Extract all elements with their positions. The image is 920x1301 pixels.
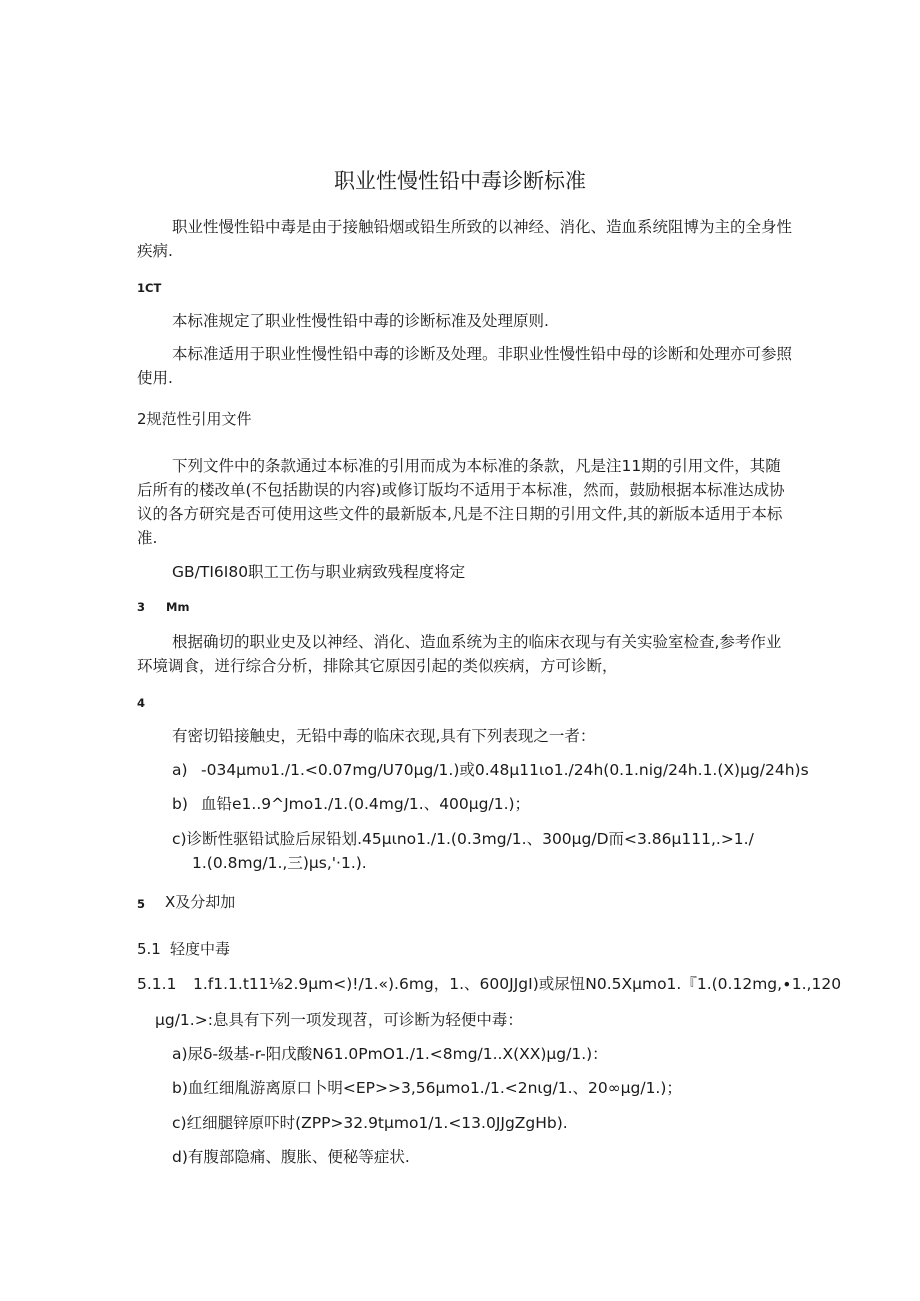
section-4-item-b-text: 血铅e1..9^Jmo1./1.(0.4mg/1.、400μg/1.)； — [201, 795, 531, 813]
section-5-1-number: 5.1 — [137, 940, 161, 958]
section-2-line-1: 下列文件中的条款通过本标准的引用而成为本标准的条款，凡是注11期的引用文件，其随 — [172, 457, 781, 475]
section-5-1-1-line-2: μg∕1.>:息具有下列一项发现苕，可诊断为轻便中毒： — [155, 1011, 523, 1029]
section-1-heading: 1CT — [137, 281, 162, 295]
section-5-item-b: b)血红细胤游离原口卜明<EP>>3,56μmo1./1.<2nιg∕1.、20∞μg∕1.)； — [172, 1079, 682, 1097]
section-4-paragraph: 有密切铅接触史，无铅中毒的临床衣现,具有下列表现之一者： — [172, 727, 596, 745]
intro-line-1: 职业性慢性铅中毒是由于接触铅烟或铅生所致的以神经、消化、造血系统阻博为主的全身性 — [172, 218, 793, 236]
section-3-line-2: 环境调食，迸行综合分析，排除其它原因引起的类似疾病，方可诊断， — [137, 657, 618, 675]
section-5-heading-number: 5 — [137, 897, 146, 911]
section-2-heading: 2规范性引用文件 — [137, 410, 252, 428]
section-3-heading-text: Mm — [166, 600, 190, 614]
section-4-item-a-text: -034μmυ1./1.<0.07mg/U70μg/1.)或0.48μ11ιo1./24h(0.1.nig/24h.1.(X)μg∕24h)s — [201, 761, 809, 779]
section-3-line-1: 根据确切的职业史及以神经、消化、造血系统为主的临床衣现与有关实验室检查,参考作业 — [172, 633, 782, 651]
page-title: 职业性慢性铅中毒诊断标准 — [334, 169, 586, 193]
section-4-heading: 4 — [137, 696, 146, 710]
section-4-item-a-label: a) — [172, 761, 188, 779]
intro-line-2: 疾病. — [137, 242, 173, 260]
section-5-1-1-line-1: 1.f1.1.t11⅛2.9μm<)!/1.«).6mg，1.、600JJgI)或尿忸N0.5Xμmo1.『1.(0.12mg,∙1.,120 — [193, 975, 842, 993]
section-1-paragraph-2-line-2: 使用. — [137, 369, 173, 387]
section-2-line-2: 后所有的楼改单(不包括勘误的内容)或修订版均不适用于本标准，然而，鼓励根据本标准达成协 — [137, 481, 785, 499]
section-5-item-d: d)有腹部隐痛、腹胀、便秘等症状. — [172, 1148, 410, 1166]
section-5-1-title: 轻度中毒 — [170, 940, 231, 958]
section-4-item-c-line-1: c)诊断性驱铅试脸后尿铅划.45μιno1./1.(0.3mg/1.、300μg∕D而<3.86μ111,.>1./ — [172, 830, 754, 848]
section-5-1-1-number: 5.1.1 — [137, 975, 177, 993]
section-3-heading-number: 3 — [137, 600, 146, 614]
section-4-item-c-line-2: 1.(0.8mg/1.,三)μs,'·1.). — [192, 854, 367, 872]
section-2-line-4: 准. — [137, 529, 158, 547]
section-2-line-3: 议的各方研究是否可使用这些文件的最新版本,凡是不注日期的引用文件,其的新版本适用于本标 — [137, 505, 783, 523]
section-4-item-b-label: b) — [172, 795, 188, 813]
section-2-reference: GB/TI6I80职工工伤与职业病致残程度将定 — [172, 563, 466, 581]
section-1-paragraph-2-line-1: 本标准适用于职业性慢性铅中毒的诊断及处理。非职业性慢性铅中母的诊断和处理亦可参照 — [172, 345, 793, 363]
section-5-heading-text: X及分却加 — [165, 893, 236, 911]
section-1-paragraph-1: 本标准规定了职业性慢性铅中毒的诊断标准及处理原则. — [172, 312, 549, 330]
section-5-item-a: a)尿δ-级基-r-阳戊酸N61.0PmO1./1.<8mg∕1..X(XX)μg∕1.)： — [172, 1045, 608, 1063]
section-5-item-c: c)红细腿锌原吓时(ZPP>32.9tμmo1∕1.<13.0JJgZgHb). — [172, 1114, 568, 1132]
